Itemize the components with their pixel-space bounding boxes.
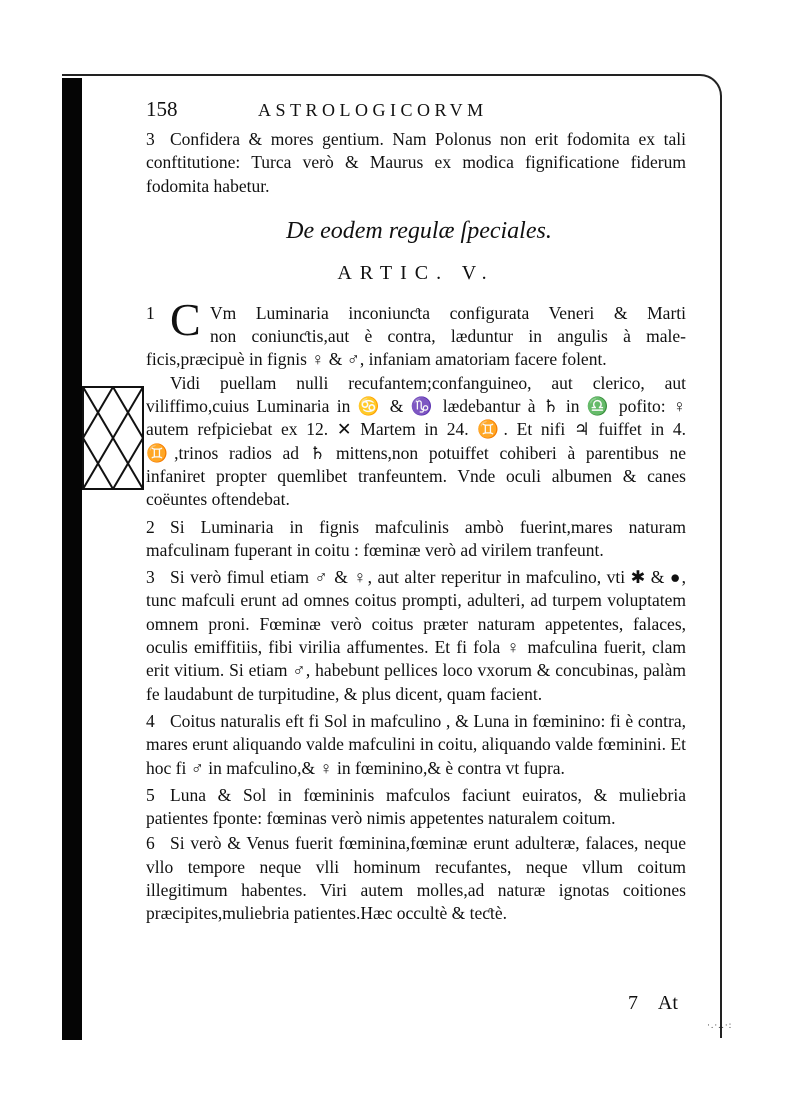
running-head xyxy=(146,98,686,128)
rule-6-paragraph xyxy=(146,832,686,925)
running-title: ASTROLOGICORVM xyxy=(258,100,488,120)
page-speck: ·.·..·: xyxy=(707,1020,733,1030)
rule-1-paragraph xyxy=(146,293,686,372)
paragraph-number: 1 xyxy=(146,302,155,323)
section-heading: De eodem regulæ ſpeciales. xyxy=(286,217,552,244)
rule-5-paragraph xyxy=(146,784,686,831)
paragraph-number: 5 xyxy=(146,784,155,805)
catchword: 7 At xyxy=(628,992,678,1014)
article-heading: ARTIC. V. xyxy=(337,261,495,284)
paragraph-line: Vm Luminaria inconiunƈta configurata Veneri & Marti xyxy=(210,302,686,323)
drop-cap: C xyxy=(170,293,201,345)
example-paragraph xyxy=(146,372,686,512)
paragraph-text: Coitus naturalis eft fi Sol in mafculino , & Luna in fœminino: fi è contra, mares erunt aliquando valde mafculini in coitu, aliquando valde fœminini. Et hoc fi ♂ in mafculino,& ♀ in fœminino,& è contra vt fupra. xyxy=(146,710,686,778)
paragraph-line: non coniunƈtis,aut è contra, læduntur in angulis à male- xyxy=(210,326,686,347)
paragraph-text: Si Luminaria in fignis mafculinis ambò fuerint,mares naturam mafculinam fuperant in coitu : fœminæ verò ad virilem tranfeunt. xyxy=(146,516,686,560)
paragraph-number: 4 xyxy=(146,710,155,731)
paragraph-text: Si verò & Venus fuerit fœminina,fœminæ erunt adulteræ, falaces, neque vllo tempore neque vlli hominum recufantes, neque vllum coitum illegitimum habentes. Viri autem molles,ad naturæ ignotas coitiones præcipites,muliebria patientes.Hæc occultè & teƈtè. xyxy=(146,833,686,924)
paragraph-text: Si verò fimul etiam ♂ & ♀, aut alter reperitur in mafculino, vti ✱ & ●, tunc mafculi erunt ad omnes coitus prompti, adulteri, ad turpem voluptatem omnem proni. Fœminæ verò coitus præter naturam appetentes, falaces, oculis emiffitiis, fibi virilia affumentes. Et fi fola ♀ mafculina fuerit, clam erit vitium. Si etiam ♂, habebunt pellices loco vxorum & concubinas, palàm fe laudabunt de turpitudine, & plus dicent, quam facient. xyxy=(146,567,686,704)
paragraph-text: Luna & Sol in fœmininis mafculos faciunt euiratos, & muliebria patientes fponte: fœminas verò nimis appetentes naturalem coitum. xyxy=(146,784,686,829)
paragraph-number: 2 xyxy=(146,516,155,537)
paragraph-text: ficis,præcipuè in fignis ♀ & ♂, infaniam amatoriam facere folent. xyxy=(146,349,607,370)
page-text xyxy=(146,98,686,926)
page-number: 158 xyxy=(146,97,178,121)
rule-3-paragraph xyxy=(146,566,686,706)
paragraph-number: 6 xyxy=(146,833,155,854)
paragraph-number: 3 xyxy=(146,129,155,149)
intro-paragraph xyxy=(146,128,686,198)
rule-2-paragraph xyxy=(146,516,686,563)
rule-4-paragraph xyxy=(146,710,686,780)
horoscope-chart-figure xyxy=(82,386,144,490)
paragraph-text: Vidi puellam nulli recufantem;confanguineo, aut clerico, aut viliffimo,cuius Luminaria in ♋ & ♑ lædebantur à ♄ in ♎ pofito: ♀ autem refpiciebat ex 12. ✕ Martem in 24. ♊. Et nifi ♃ fuiffet in 4. ♊,trinos radios ad ♄ mittens,non potuiffet cohiberi à parentibus ne infaniret propter quemlibet tranfeuntem. Vnde oculi albumen & canes coëuntes oftendebat. xyxy=(146,372,686,510)
paragraph-text: Confidera & mores gentium. Nam Polonus non erit fodomita ex tali conftitutione: Turca verò & Maurus ex modica fignificatione fiderum fodomita habetur. xyxy=(146,129,686,196)
paragraph-number: 3 xyxy=(146,567,155,588)
book-spine-shadow xyxy=(62,78,82,1040)
